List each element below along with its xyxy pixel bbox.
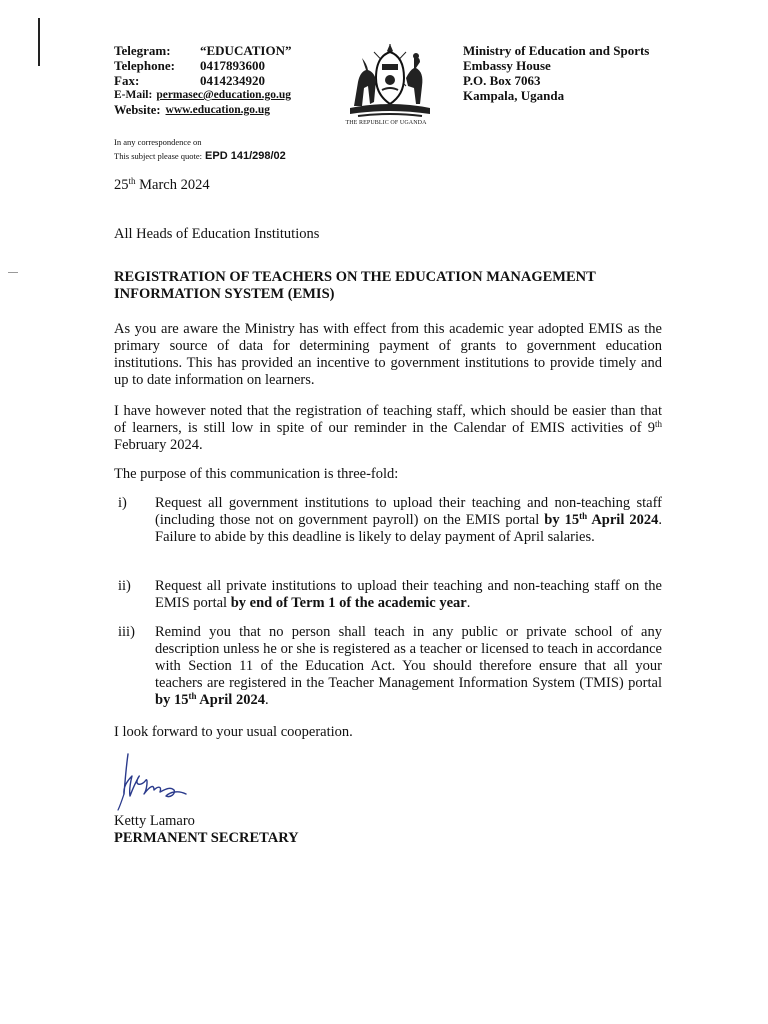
signer-name: Ketty Lamaro (114, 813, 195, 829)
reference-line-2 (114, 149, 286, 163)
address-line-building: Embassy House (463, 58, 551, 73)
telegram-value: “EDUCATION” (200, 43, 292, 58)
telephone-label: Telephone: (114, 58, 175, 73)
date-day: 25 (114, 177, 129, 193)
telephone-value: 0417893600 (200, 58, 265, 73)
ministry-name: Ministry of Education and Sports (463, 43, 650, 58)
address-line-pobox: P.O. Box 7063 (463, 73, 541, 88)
reference-line-2-text: This subject please quote: (114, 151, 203, 161)
list-item-number: i) (118, 495, 127, 511)
list-item-tail: . (264, 692, 269, 708)
paragraph-3: The purpose of this communication is three-fold: (114, 466, 399, 482)
address-line-city: Kampala, Uganda (463, 88, 565, 103)
subject-line-2: INFORMATION SYSTEM (EMIS) (114, 286, 335, 302)
list-item-deadline: by end of Term 1 of the academic year (230, 595, 467, 611)
telegram-label: Telegram: (114, 43, 171, 58)
date-rest: March 2024 (135, 177, 210, 193)
list-item-body: Request all private institutions to upload their teaching and non-teaching staff on the EMIS portal (155, 578, 662, 611)
deadline-text: by 15 (544, 512, 580, 528)
reference-block (114, 135, 286, 163)
list-item (114, 578, 664, 612)
deadline-suffix: th (188, 691, 197, 701)
telegram-row (114, 43, 344, 58)
list-item-text (155, 624, 662, 709)
list-item-body: Request all government institutions to upload their teaching and non-teaching staff (including those not on government payroll) on the EMIS portal (155, 495, 662, 528)
email-link[interactable]: permasec@education.go.ug (156, 89, 291, 101)
crest-caption: THE REPUBLIC OF UGANDA (345, 120, 427, 126)
fax-label: Fax: (114, 73, 140, 88)
recipient: All Heads of Education Institutions (114, 226, 320, 242)
uganda-coat-of-arms-icon (344, 42, 436, 132)
list-item-number: iii) (118, 624, 135, 640)
website-row (114, 103, 344, 118)
website-link[interactable]: www.education.go.ug (165, 104, 271, 116)
website-label: Website: (114, 103, 161, 117)
contact-block (114, 43, 344, 118)
letter-date (114, 177, 662, 194)
telephone-row (114, 58, 344, 73)
deadline-tail: April 2024 (196, 692, 265, 708)
email-label: E-Mail: (114, 89, 153, 101)
subject-line-1: REGISTRATION OF TEACHERS ON THE EDUCATION MANAGEMENT (114, 269, 596, 285)
list-item-text (155, 495, 662, 546)
scan-edge-dot (8, 272, 18, 273)
paragraph-2-tail: February 2024. (114, 437, 203, 453)
paragraph-2-text: I have however noted that the registration of teaching staff, which should be easier than that of learners, is still low in spite of our reminder in the Calendar of EMIS activities of 9 (114, 403, 662, 436)
handwritten-signature-icon (114, 750, 204, 812)
ministry-address (463, 43, 703, 103)
date-day-suffix: th (128, 176, 136, 186)
closing-line: I look forward to your usual cooperation. (114, 724, 353, 740)
list-item (114, 495, 664, 546)
list-item-tail: . (466, 595, 471, 611)
list-item (114, 624, 664, 709)
fax-value: 0414234920 (200, 73, 265, 88)
list-item-body: Remind you that no person shall teach in any public or private school of any description unless he or she is registered as a teacher or licensed to teach in accordance with Section 11 of the Education Act. You should therefore ensure that all your teachers are registered in the Teacher Management Information System (TMIS) portal (155, 624, 662, 691)
list-item-text (155, 578, 662, 612)
list-item-number: ii) (118, 578, 131, 594)
deadline-text: by 15 (155, 692, 189, 708)
signer-title: PERMANENT SECRETARY (114, 830, 299, 846)
reference-number: EPD 141/298/02 (205, 150, 286, 162)
list-item-tail: . Failure to abide by this deadline is likely to delay payment of April salaries. (155, 512, 662, 545)
list-item-deadline (155, 692, 265, 708)
email-row (114, 88, 344, 103)
deadline-suffix: th (579, 511, 588, 521)
reference-line-1: In any correspondence on (114, 137, 202, 147)
paragraph-2 (114, 403, 662, 454)
list-item-deadline (544, 512, 658, 528)
paragraph-2-suffix: th (654, 419, 662, 429)
paragraph-1: As you are aware the Ministry has with effect from this academic year adopted EMIS as the primary source of data for determining payment of grants to government education institutions. This has provided an incentive to government institutions to provide timely and up to date information on learners. (114, 321, 662, 388)
scan-edge-mark (38, 18, 40, 66)
fax-row (114, 73, 344, 88)
deadline-tail: April 2024 (587, 512, 659, 528)
letter-subject (114, 269, 674, 303)
